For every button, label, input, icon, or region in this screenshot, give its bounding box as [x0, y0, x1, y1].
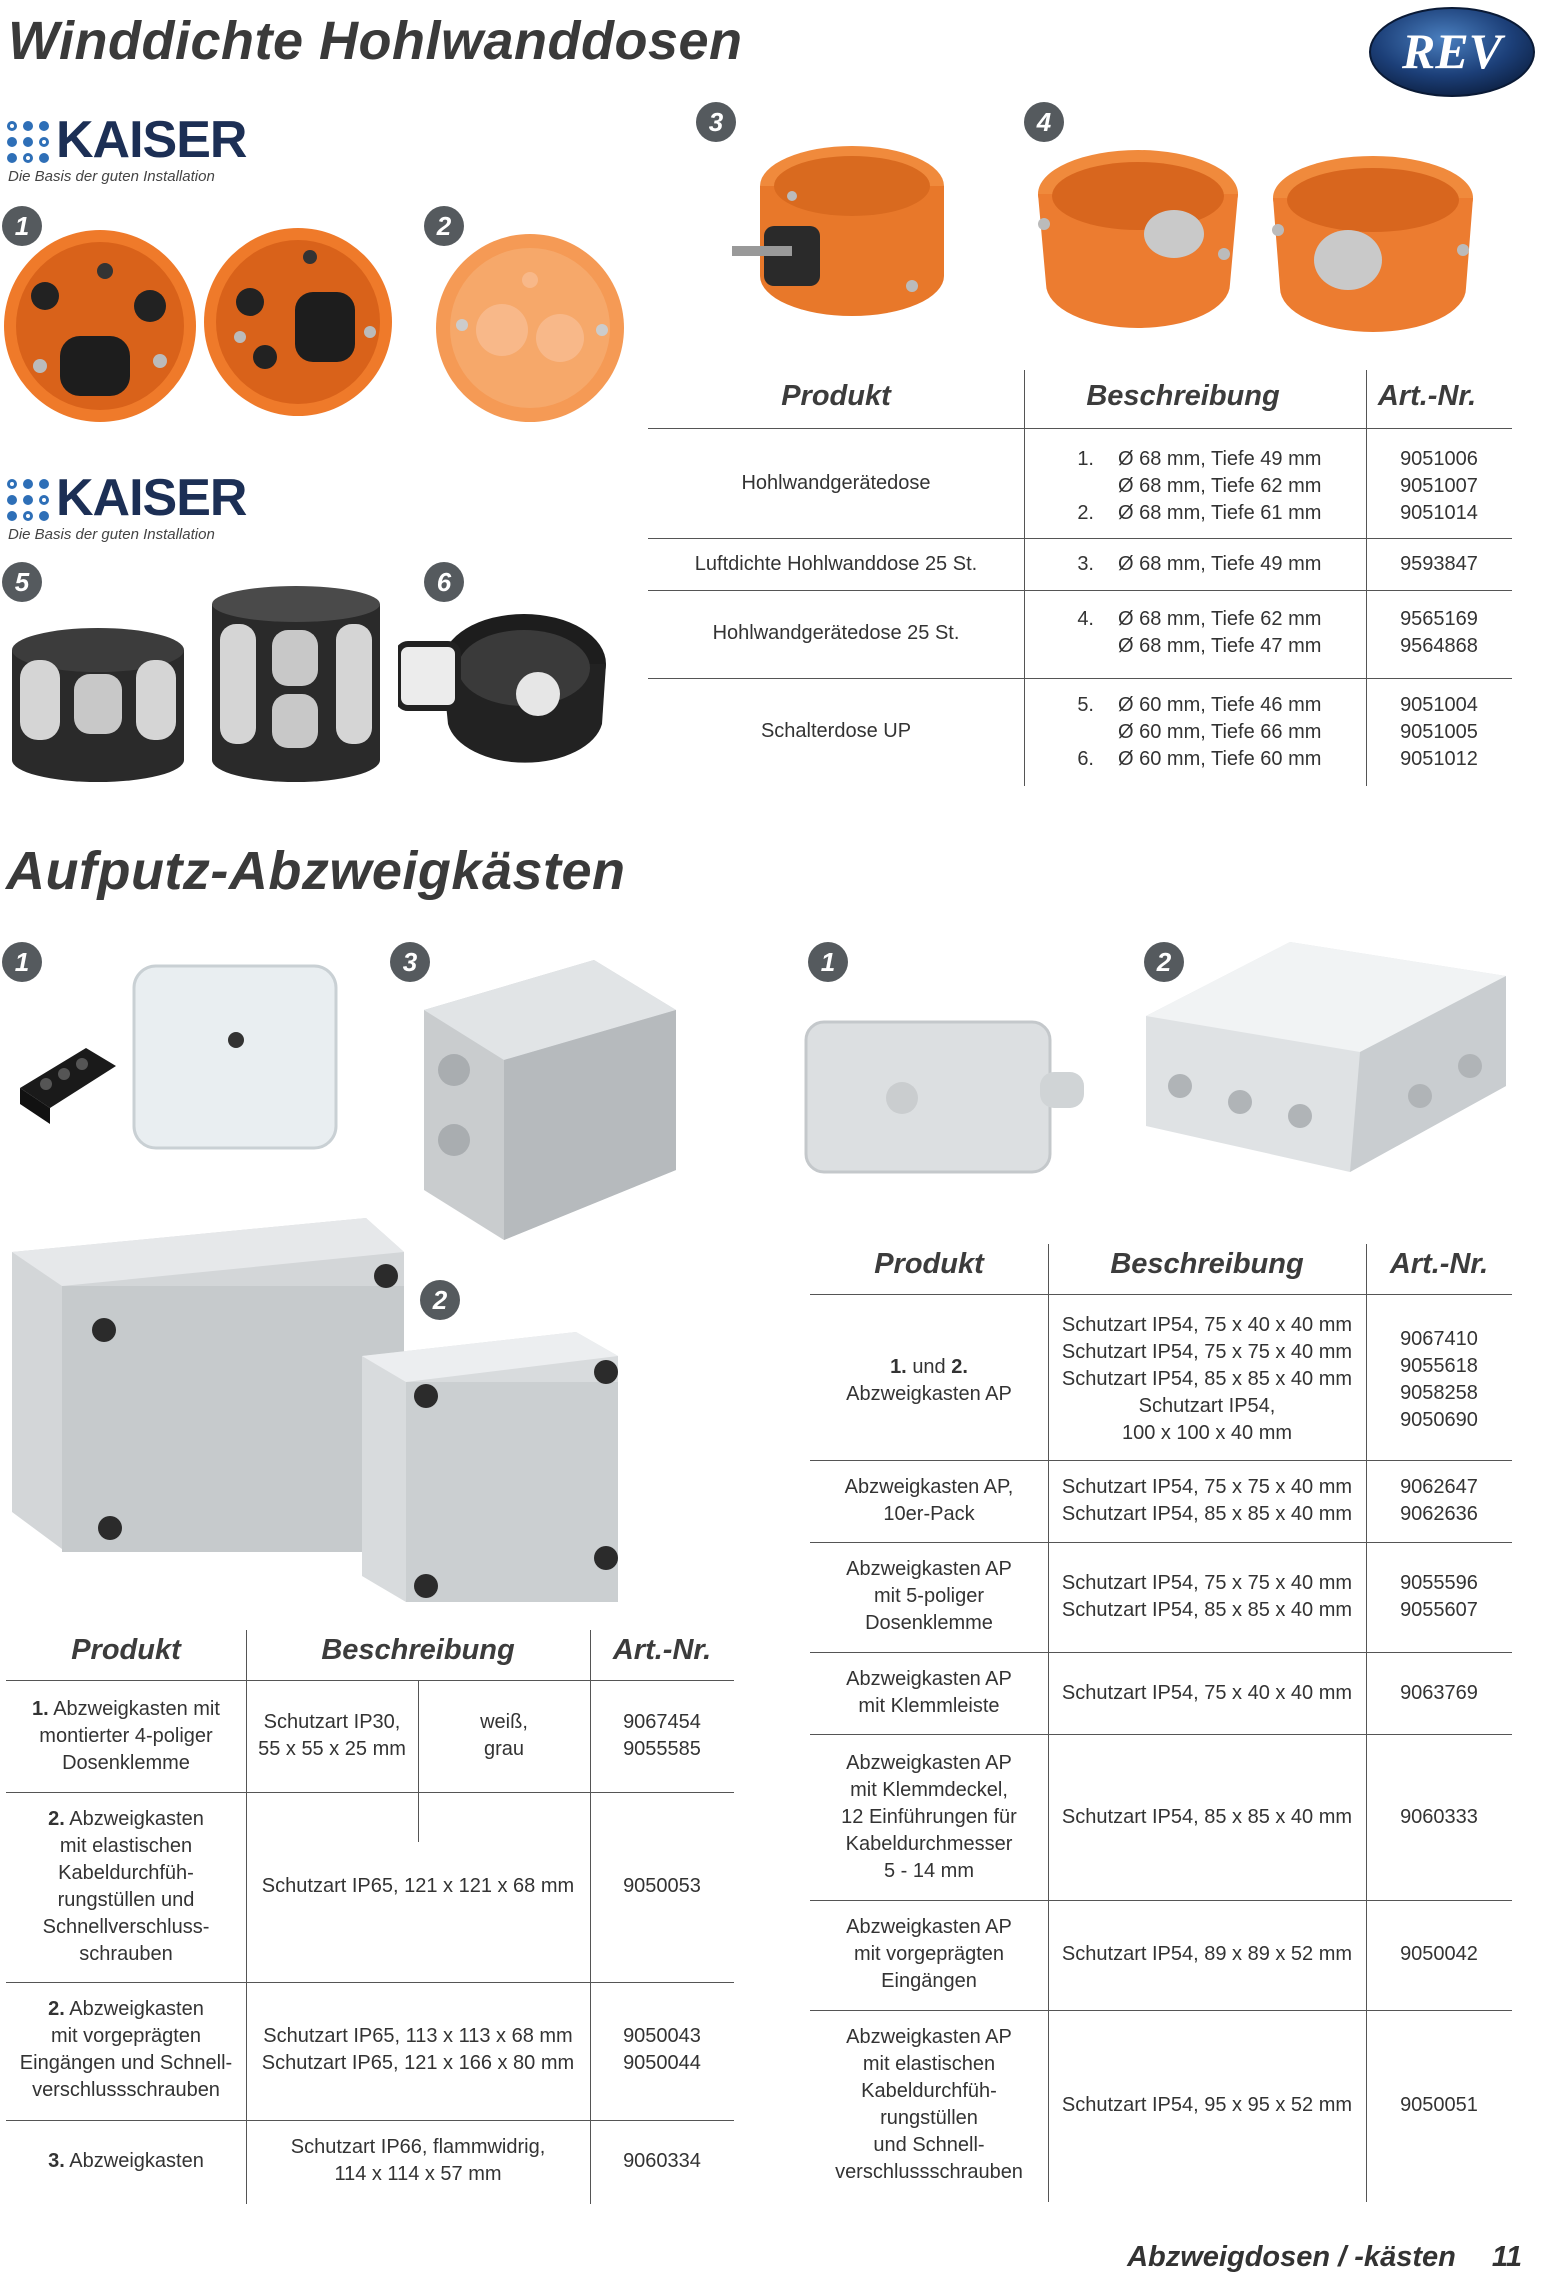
table-cell-product-line: Abzweigkasten AP: [846, 1916, 1012, 1938]
table-cell-index: 2.: [48, 1998, 65, 2020]
table-header-beschreibung: Beschreibung: [321, 1634, 515, 1666]
table-cell-description: Ø 60 mm, Tiefe 60 mm: [1118, 748, 1322, 770]
marker-3: 3: [390, 942, 430, 982]
table-cell-index: 2.: [951, 1356, 968, 1378]
table-cell-index: 1.: [32, 1698, 49, 1720]
table-cell-product-line: und Schnell-: [873, 2134, 985, 2156]
product-table-abzweigkaesten-left: [6, 1630, 734, 2206]
kaiser-tagline: Die Basis der guten Installation: [8, 168, 215, 185]
kaiser-logo: [6, 470, 246, 545]
table-cell-index: 1.: [1077, 448, 1094, 470]
product-image-dark-box-1: [6, 620, 190, 784]
marker-2: 2: [424, 206, 464, 246]
table-cell-product-line: 12 Einführungen für: [841, 1806, 1017, 1828]
table-cell-product: Hohlwandgerätedose: [741, 472, 931, 494]
product-table-abzweigkaesten-right: [810, 1244, 1512, 2204]
table-cell-artnr-line: 9055596: [1400, 1572, 1478, 1594]
product-image-white-box-small: [128, 960, 342, 1154]
table-cell-artnr: 9051006: [1400, 448, 1478, 470]
product-image-grey-box-ip54-large: [1140, 936, 1512, 1180]
table-cell-description: Schutzart IP54, 89 x 89 x 52 mm: [1061, 1943, 1353, 1965]
table-cell-product-line: Kabeldurchfüh-: [58, 1862, 194, 1884]
table-cell-product: [6, 1696, 246, 1777]
kaiser-name: KAISER: [56, 469, 247, 527]
table-cell-product: [810, 1750, 1048, 1885]
table-cell-index: 2.: [1077, 502, 1094, 524]
table-cell-product-line: Abzweigkasten mit: [53, 1698, 220, 1720]
table-cell-description-line: Schutzart IP54, 85 x 85 x 40 mm: [1061, 1368, 1353, 1390]
table-cell-description: Ø 68 mm, Tiefe 49 mm: [1118, 553, 1322, 575]
table-header-artnr: Art.-Nr.: [612, 1634, 712, 1666]
table-cell-artnr-line: 9050043: [623, 2025, 701, 2047]
table-cell-artnr: 9593847: [1400, 553, 1478, 575]
table-cell-product-line: mit Klemmdeckel,: [850, 1779, 1008, 1801]
table-cell-artnr-line: 9050690: [1400, 1409, 1478, 1431]
section-title-hohlwanddosen: Winddichte Hohlwanddosen: [8, 11, 743, 71]
table-cell-description: Ø 60 mm, Tiefe 46 mm: [1118, 694, 1322, 716]
table-cell-index: 2.: [48, 1808, 65, 1830]
marker-1: 1: [2, 206, 42, 246]
table-cell-description-line: Schutzart IP65, 121 x 166 x 80 mm: [261, 2052, 575, 2074]
table-cell-product: Luftdichte Hohlwanddose 25 St.: [694, 553, 978, 575]
table-cell-description-line: Schutzart IP54, 75 x 75 x 40 mm: [1061, 1341, 1353, 1363]
page-footer: [1127, 2241, 1522, 2274]
table-cell-description: Ø 68 mm, Tiefe 49 mm: [1118, 448, 1322, 470]
table-cell-product: Schalterdose UP: [760, 720, 912, 742]
page-number: 11: [1491, 2241, 1522, 2273]
table-cell-product: [6, 1996, 246, 2104]
table-cell-artnr-line: 9055607: [1400, 1599, 1478, 1621]
product-image-orange-box-translucent: [432, 230, 628, 426]
table-cell-artnr: 9051014: [1400, 502, 1478, 524]
table-cell-artnr-line: 9067454: [623, 1711, 701, 1733]
marker-2: 2: [420, 1280, 460, 1320]
table-cell-product-line: Abzweigkasten AP: [846, 1383, 1012, 1405]
table-cell-description: [1048, 1474, 1366, 1528]
table-cell-description-line: Schutzart IP54,: [1138, 1395, 1276, 1417]
table-cell-product-line: Kabeldurchmesser: [845, 1833, 1013, 1855]
table-cell-artnr-line: 9055585: [623, 1738, 701, 1760]
table-cell-description-line: Schutzart IP65, 113 x 113 x 68 mm: [263, 2025, 573, 2047]
table-cell-description: Ø 60 mm, Tiefe 66 mm: [1118, 721, 1322, 743]
table-header-produkt: Produkt: [874, 1248, 984, 1280]
table-cell-description: Ø 68 mm, Tiefe 61 mm: [1118, 502, 1322, 524]
table-cell-product-line: Abzweigkasten AP: [846, 2026, 1012, 2048]
marker-5: 5: [2, 562, 42, 602]
table-cell-product-line: 5 - 14 mm: [883, 1860, 975, 1882]
table-cell-product-line: schrauben: [79, 1943, 173, 1965]
table-cell-description: Schutzart IP54, 95 x 95 x 52 mm: [1061, 2094, 1353, 2116]
table-cell-description-line: 100 x 100 x 40 mm: [1121, 1422, 1293, 1444]
rev-logo: [1368, 4, 1536, 100]
table-cell-artnr: 9050042: [1400, 1943, 1478, 1965]
table-header-produkt: Produkt: [781, 380, 891, 412]
table-cell-description-line: 55 x 55 x 25 mm: [258, 1738, 406, 1760]
table-cell-description-line: Schutzart IP30,: [263, 1711, 401, 1733]
marker-3: 3: [696, 102, 736, 142]
table-cell-product-line: mit Klemmleiste: [858, 1695, 1000, 1717]
table-cell-conjunction: und: [912, 1356, 946, 1378]
table-cell-description: Ø 68 mm, Tiefe 62 mm: [1118, 608, 1322, 630]
table-cell-description-line: Schutzart IP54, 85 x 85 x 40 mm: [1061, 1503, 1353, 1525]
kaiser-name: KAISER: [56, 111, 247, 169]
table-cell-artnr: 9060334: [623, 2150, 701, 2172]
table-cell-artnr-line: 9062647: [1400, 1476, 1478, 1498]
marker-4: 4: [1024, 102, 1064, 142]
marker-1: 1: [808, 942, 848, 982]
table-cell-description-line: Schutzart IP54, 75 x 75 x 40 mm: [1061, 1572, 1353, 1594]
product-image-orange-cup-1: [1024, 144, 1252, 336]
kaiser-logo: [6, 112, 246, 187]
table-cell-artnr: [1366, 1326, 1512, 1434]
table-cell-description: Schutzart IP65, 121 x 121 x 68 mm: [261, 1875, 575, 1897]
table-cell-product: Hohlwandgerätedose 25 St.: [712, 622, 960, 644]
table-cell-color-line: weiß,: [480, 1711, 528, 1733]
table-cell-product-line: mit 5-poliger: [873, 1585, 985, 1607]
table-cell-product-line: Eingängen: [881, 1970, 977, 1992]
table-cell-product-line: mit vorgeprägten: [50, 2025, 202, 2047]
table-cell-artnr: 9051005: [1400, 721, 1478, 743]
table-header-produkt: Produkt: [71, 1634, 181, 1666]
table-cell-index: 5.: [1077, 694, 1094, 716]
table-cell-description-line: 114 x 114 x 57 mm: [334, 2163, 502, 2185]
table-cell-color: [418, 1709, 590, 1763]
product-image-grey-box-ip54-small: [800, 1002, 1090, 1182]
product-image-orange-box-2: [200, 222, 396, 422]
table-cell-artnr: [590, 2023, 734, 2077]
table-cell-description: Schutzart IP54, 75 x 40 x 40 mm: [1061, 1682, 1353, 1704]
product-image-grey-box-ip66: [414, 950, 684, 1248]
table-cell-product: [810, 1556, 1048, 1637]
footer-section-name: Abzweigdosen / -kästen: [1127, 2241, 1456, 2273]
table-cell-product: [810, 1474, 1048, 1528]
product-image-switch-box: [398, 604, 614, 780]
table-cell-artnr: 9051007: [1400, 475, 1478, 497]
table-cell-product-line: Abzweigkasten AP: [846, 1752, 1012, 1774]
marker-2: 2: [1144, 942, 1184, 982]
product-image-grey-box-ip65-small: [356, 1326, 622, 1608]
table-cell-artnr-line: 9058258: [1400, 1382, 1478, 1404]
marker-1: 1: [2, 942, 42, 982]
table-cell-description: Schutzart IP54, 85 x 85 x 40 mm: [1061, 1806, 1353, 1828]
table-cell-product-line: Abzweigkasten: [69, 1998, 204, 2020]
table-header-artnr: Art.-Nr.: [1377, 380, 1477, 412]
table-cell-product-line: 10er-Pack: [883, 1503, 975, 1525]
table-cell-product-line: mit elastischen: [59, 1835, 193, 1857]
table-cell-product: [810, 1666, 1048, 1720]
rev-logo-text: REV: [1401, 23, 1503, 79]
kaiser-dots-icon: [6, 478, 50, 522]
table-cell-artnr: 9565169: [1400, 608, 1478, 630]
product-image-orange-box-1: [0, 226, 200, 426]
table-cell-index: 4.: [1077, 608, 1094, 630]
table-cell-product-line: Eingängen und Schnell-: [19, 2052, 233, 2074]
table-cell-artnr: [1366, 1474, 1512, 1528]
kaiser-dots-icon: [6, 120, 50, 164]
table-cell-artnr: 9051012: [1400, 748, 1478, 770]
table-cell-description: [246, 1709, 418, 1763]
table-cell-product: [810, 1354, 1048, 1408]
table-cell-description-line: Schutzart IP54, 75 x 75 x 40 mm: [1061, 1476, 1353, 1498]
table-cell-artnr-line: 9067410: [1400, 1328, 1478, 1350]
table-cell-artnr: 9063769: [1400, 1682, 1478, 1704]
table-cell-description-line: Schutzart IP54, 75 x 40 x 40 mm: [1061, 1314, 1353, 1336]
section-title-abzweigkaesten: Aufputz-Abzweigkästen: [6, 841, 626, 901]
table-cell-description-line: Schutzart IP54, 85 x 85 x 40 mm: [1061, 1599, 1353, 1621]
table-cell-color-line: grau: [483, 1738, 525, 1760]
product-image-airtight-box: [722, 136, 950, 336]
table-cell-artnr: 9051004: [1400, 694, 1478, 716]
table-cell-artnr: 9564868: [1400, 635, 1478, 657]
table-cell-product-line: Abzweigkasten: [69, 2150, 204, 2172]
table-cell-artnr: 9050053: [623, 1875, 701, 1897]
table-header-beschreibung: Beschreibung: [1086, 380, 1280, 412]
table-cell-product: [810, 1914, 1048, 1995]
table-cell-artnr-line: 9050044: [623, 2052, 701, 2074]
table-cell-product-line: Dosenklemme: [865, 1612, 993, 1634]
table-cell-product-line: Dosenklemme: [62, 1752, 190, 1774]
table-cell-artnr-line: 9062636: [1400, 1503, 1478, 1525]
table-cell-description: [246, 2134, 590, 2188]
table-cell-description: [246, 2023, 590, 2077]
table-cell-artnr: 9060333: [1400, 1806, 1478, 1828]
product-image-dark-box-2: [206, 584, 386, 784]
table-header-artnr: Art.-Nr.: [1389, 1248, 1489, 1280]
product-image-orange-cup-2: [1258, 150, 1488, 342]
table-cell-artnr-line: 9055618: [1400, 1355, 1478, 1377]
table-cell-product-line: verschlussschrauben: [32, 2079, 220, 2101]
table-cell-product-line: rungstüllen und: [57, 1889, 195, 1911]
table-cell-product-line: Schnellverschluss-: [42, 1916, 210, 1938]
table-cell-index: 3.: [48, 2150, 65, 2172]
table-cell-product-line: mit vorgeprägten: [853, 1943, 1005, 1965]
kaiser-tagline: Die Basis der guten Installation: [8, 526, 215, 543]
table-cell-description: Ø 68 mm, Tiefe 62 mm: [1118, 475, 1322, 497]
table-cell-product-line: Abzweigkasten AP: [846, 1668, 1012, 1690]
product-table-hohlwanddosen: [648, 370, 1512, 790]
table-cell-artnr: [590, 1709, 734, 1763]
table-cell-product-line: verschlussschrauben: [835, 2161, 1023, 2183]
table-cell-product-line: mit elastischen: [862, 2053, 996, 2075]
table-cell-description: [1048, 1570, 1366, 1624]
table-cell-product: [6, 2148, 246, 2175]
table-cell-product-line: rungstüllen: [880, 2107, 978, 2129]
marker-6: 6: [424, 562, 464, 602]
table-cell-product-line: Abzweigkasten: [69, 1808, 204, 1830]
table-cell-product-line: Abzweigkasten AP: [846, 1558, 1012, 1580]
table-cell-product-line: Kabeldurchfüh-: [861, 2080, 997, 2102]
table-cell-description: Ø 68 mm, Tiefe 47 mm: [1118, 635, 1322, 657]
product-image-grey-box-ip65-large: [6, 1212, 410, 1556]
table-cell-description-line: Schutzart IP66, flammwidrig,: [290, 2136, 546, 2158]
table-cell-description: [1048, 1312, 1366, 1447]
product-image-terminal-block: [16, 1038, 120, 1128]
table-cell-product-line: montierter 4-poliger: [39, 1725, 213, 1747]
table-cell-index: 3.: [1077, 553, 1094, 575]
table-cell-index: 6.: [1077, 748, 1094, 770]
table-cell-artnr: 9050051: [1400, 2094, 1478, 2116]
table-cell-product: [810, 2024, 1048, 2186]
table-cell-artnr: [1366, 1570, 1512, 1624]
table-cell-product: [6, 1806, 246, 1968]
table-cell-product-line: Abzweigkasten AP,: [844, 1476, 1014, 1498]
table-header-beschreibung: Beschreibung: [1110, 1248, 1304, 1280]
table-cell-index: 1.: [890, 1356, 907, 1378]
